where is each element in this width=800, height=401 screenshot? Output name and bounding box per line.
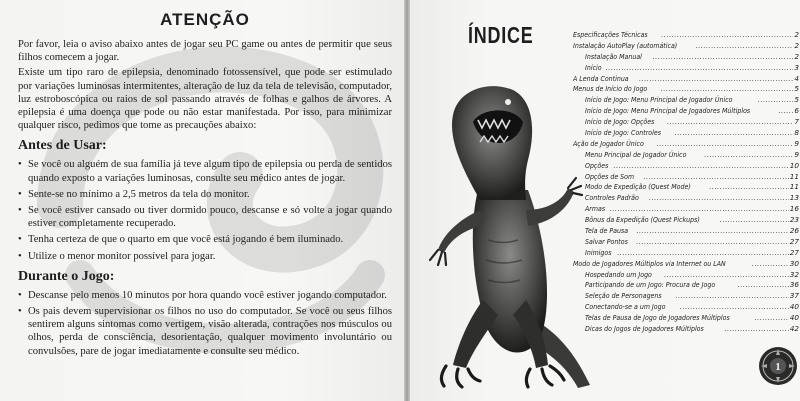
- toc-page-number: 13: [789, 193, 799, 203]
- toc-page-number: 40: [789, 313, 799, 323]
- toc-entry: [573, 128, 799, 139]
- right-page: [410, 0, 800, 401]
- toc-entry: [573, 291, 799, 302]
- toc-entry: [573, 313, 799, 324]
- toc-entry: [573, 270, 799, 281]
- toc-title: Instalação AutoPlay (automática): [573, 40, 678, 50]
- toc-title: Armas: [585, 204, 606, 214]
- during-list: [18, 289, 392, 358]
- during-heading: Durante o Jogo:: [18, 268, 115, 284]
- toc-page-number: 2: [794, 30, 799, 39]
- toc-page-number: 4: [794, 73, 799, 83]
- toc-leader: [664, 271, 789, 279]
- toc-title: Opções de Som: [585, 171, 635, 181]
- toc-leader: [709, 183, 789, 191]
- before-list: [18, 158, 392, 262]
- toc-leader: [704, 151, 793, 159]
- toc-title: Inimigos: [585, 247, 612, 257]
- index-title: ÍNDICE: [468, 22, 534, 48]
- toc-title: Menu Principal de Jogador Único: [585, 149, 687, 159]
- toc-page-number: 9: [794, 138, 799, 148]
- toc-page-number: 27: [789, 236, 799, 246]
- raptor-illustration: [418, 60, 593, 390]
- toc-title: Seleção de Personagens: [585, 291, 662, 301]
- toc-leader: [649, 194, 789, 202]
- toc-leader: [754, 314, 788, 322]
- toc-leader: [695, 42, 793, 50]
- toc-title: Telas de Pausa de Jogo de Jogadores Múltiplos: [585, 313, 730, 323]
- toc-entry: [573, 84, 799, 95]
- toc-page-number: 6: [794, 106, 799, 116]
- epilepsy-paragraph: Existe um tipo raro de epilepsia, denominado fotossensível, que pode ser estimulado por variações luminosas intermitentes, alteração de luz da tela de televisão, computador, luz estroboscópica ou raios de sol passando através de folhas e galhos de árvores. A epilepsia é uma doença que pode ou não estar manifestada. Por isso, para minimizar qualquer risco, pedimos que tome as precauções abaixo:: [18, 67, 392, 132]
- toc-leader: [660, 85, 793, 93]
- toc-title: Especificações Técnicas: [573, 30, 648, 39]
- toc-title: Hospedando um Jogo: [585, 269, 652, 279]
- toc-leader: [636, 238, 789, 246]
- toc-entry: [573, 117, 799, 128]
- toc-page-number: 36: [789, 280, 799, 290]
- toc-page-number: 11: [789, 182, 799, 192]
- toc-leader: [680, 303, 789, 311]
- toc-leader: [639, 75, 794, 83]
- toc-page-number: 7: [794, 117, 799, 127]
- toc-title: Salvar Pontos: [585, 236, 628, 246]
- toc-entry: [573, 172, 799, 183]
- toc-page-number: 2: [794, 51, 799, 61]
- toc-leader: [737, 281, 788, 289]
- toc-page-number: 26: [789, 226, 799, 236]
- before-heading: Antes de Usar:: [18, 138, 107, 154]
- toc-title: Início: [585, 62, 602, 72]
- toc-page-number: 23: [789, 215, 799, 225]
- list-item: • Os pais devem supervisionar os filhos no uso do computador. Se você ou seus filhos sentirem alguns sintomas como vertigem, visão alterada, contrações nos músculos ou olhos, perda de consciência, desorientação, qualquer movimento involuntário ou convulsões, pare de jogar imediatamente e consulte seu médico.: [18, 305, 392, 358]
- list-item: • Se você ou alguém de sua família já teve algum tipo de epilepsia ou perda de sentidos quando exposto a variações luminosas, consulte seu médico antes de jogar.: [18, 158, 392, 184]
- toc-title: Controles Padrão: [585, 193, 639, 203]
- toc-entry: [573, 150, 799, 161]
- toc-page-number: 5: [794, 84, 799, 94]
- list-item: • Se você estiver cansado ou tiver dormido pouco, descanse e só volte a jogar quando estiver completamente recuperado.: [18, 204, 392, 230]
- toc-entry: [573, 106, 799, 117]
- toc-entry: [573, 237, 799, 248]
- toc-leader: [613, 162, 789, 170]
- toc-entry: [573, 30, 799, 41]
- toc-entry: [573, 280, 799, 291]
- toc-entry: [573, 95, 799, 106]
- toc-page-number: 16: [789, 204, 799, 214]
- toc-entry: [573, 74, 799, 85]
- intro-paragraph: Por favor, leia o aviso abaixo antes de jogar seu PC game ou antes de permitir que seus filhos comecem a jogar.: [18, 39, 392, 64]
- toc-title: Início de Jogo: Opções: [585, 117, 655, 127]
- toc-title: Modo de Jogadores Múltiplos via Internet ou LAN: [573, 258, 726, 268]
- toc-title: Instalação Manual: [585, 51, 642, 61]
- toc-page-number: 27: [789, 247, 799, 257]
- toc-leader: [609, 205, 788, 213]
- toc-leader: [720, 216, 789, 224]
- list-item: • Tenha certeza de que o quarto em que você está jogando é bem iluminado.: [18, 233, 392, 246]
- list-item: • Descanse pelo menos 10 minutos por hora quando você estiver jogando computador.: [18, 289, 392, 302]
- toc-entry: [573, 259, 799, 270]
- toc-title: A Lenda Continua: [573, 73, 629, 83]
- toc-entry: [573, 204, 799, 215]
- toc-page-number: 30: [789, 258, 799, 268]
- toc-page-number: 10: [789, 160, 799, 170]
- toc-title: Ação de Jogador Único: [573, 138, 644, 148]
- toc-entry: [573, 63, 799, 74]
- emblem-number: 1: [775, 361, 781, 373]
- toc-page-number: 11: [789, 171, 799, 181]
- toc-title: Início de Jogo: Menu Principal de Jogadores Múltiplos: [585, 106, 751, 116]
- toc-leader: [675, 292, 789, 300]
- toc-leader: [656, 140, 793, 148]
- toc-title: Modo de Expedição (Quest Mode): [585, 182, 691, 192]
- toc-page-number: 9: [794, 149, 799, 159]
- toc-page-number: 2: [794, 40, 799, 50]
- list-item: • Sente-se no mínimo a 2,5 metros da tela do monitor.: [18, 188, 392, 201]
- page-title: ATENÇÃO: [160, 10, 250, 29]
- toc-title: Início de Jogo: Menu Principal de Jogador Único: [585, 95, 733, 105]
- toc-entry: [573, 182, 799, 193]
- toc-page-number: 32: [789, 269, 799, 279]
- toc-title: Menus de Início do Jogo: [573, 84, 648, 94]
- toc-leader: [724, 325, 789, 333]
- toc-leader: [667, 118, 794, 126]
- toc-leader: [643, 173, 789, 181]
- toc-entry: [573, 52, 799, 63]
- toc-entry: [573, 302, 799, 313]
- toc-page-number: 37: [789, 291, 799, 301]
- toc-leader: [617, 249, 789, 257]
- toc-entry: [573, 215, 799, 226]
- toc-title: Bônus da Expedição (Quest Pickups): [585, 215, 700, 225]
- toc-leader: [605, 64, 793, 72]
- toc-title: Dicas do Jogos de Jogadores Múltiplos: [585, 324, 704, 334]
- toc-page-number: 3: [794, 62, 799, 72]
- table-of-contents: [573, 30, 799, 335]
- toc-leader: [758, 96, 794, 104]
- toc-entry: [573, 324, 799, 335]
- toc-entry: [573, 226, 799, 237]
- toc-title: Tela de Pausa: [585, 226, 629, 236]
- toc-title: Participando de um Jogo: Procura de Jogo: [585, 280, 716, 290]
- toc-leader: [752, 260, 789, 268]
- toc-page-number: 5: [794, 95, 799, 105]
- toc-leader: [674, 129, 793, 137]
- toc-entry: [573, 161, 799, 172]
- round-emblem-icon: [758, 346, 798, 386]
- toc-page-number: 8: [794, 128, 799, 138]
- list-item: • Utilize o menor monitor possível para jogar.: [18, 250, 392, 263]
- toc-page-number: 42: [789, 324, 799, 334]
- toc-title: Opções: [585, 160, 609, 170]
- toc-title: Conectando-se a um Jogo: [585, 302, 666, 312]
- toc-page-number: 40: [789, 302, 799, 312]
- toc-title: Início de Jogo: Controles: [585, 128, 662, 138]
- toc-entry: [573, 193, 799, 204]
- toc-leader: [652, 53, 793, 61]
- toc-leader: [661, 31, 793, 39]
- toc-leader: [778, 107, 793, 115]
- toc-leader: [636, 227, 789, 235]
- toc-entry: [573, 248, 799, 259]
- toc-entry: [573, 139, 799, 150]
- toc-entry: [573, 41, 799, 52]
